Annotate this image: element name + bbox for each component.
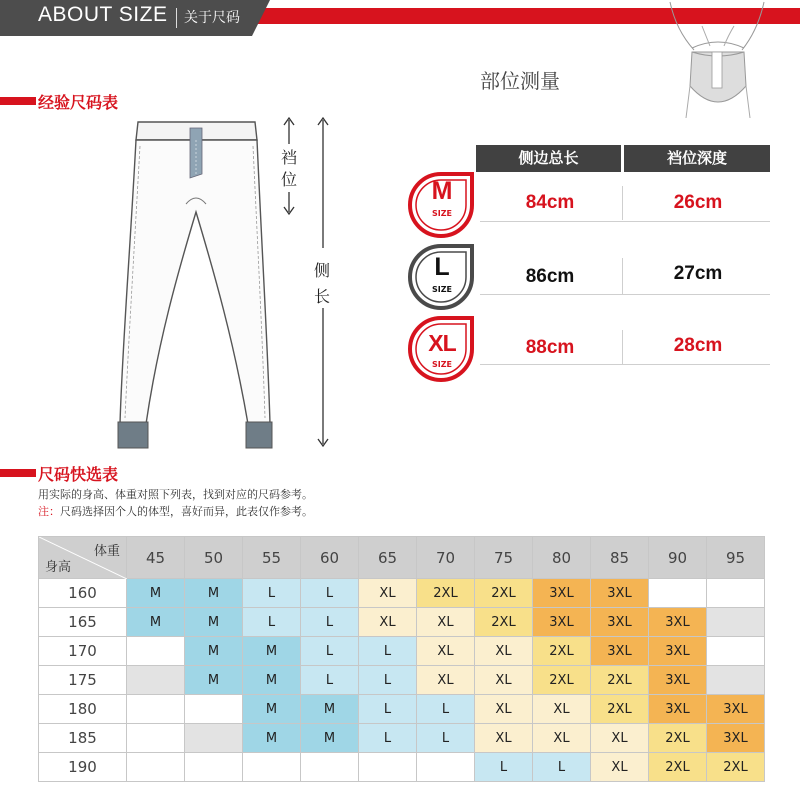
size-cell [127,724,185,753]
row-line [480,364,770,365]
table-row [39,579,765,608]
size-cell: XL [475,695,533,724]
table-header-row [39,537,765,579]
size-cell: 3XL [649,608,707,637]
weight-header: 60 [301,537,359,579]
size-cell: 3XL [533,579,591,608]
size-cell [185,695,243,724]
size-cell: XL [475,637,533,666]
size-cell: XL [359,579,417,608]
row-line [480,294,770,295]
size-cell [127,666,185,695]
size-cell [707,637,765,666]
size-cell: 3XL [707,695,765,724]
m-crotch-depth: 26cm [673,192,723,213]
size-cell: L [359,724,417,753]
title-divider [176,8,177,28]
corner-weight-label: 体重 [93,544,120,559]
size-cell: 2XL [475,608,533,637]
size-cell: XL [417,608,475,637]
size-badge-m-letter: M [431,177,453,205]
table-row [39,608,765,637]
size-cell [707,579,765,608]
height-header: 160 [39,579,127,608]
size-cell [301,753,359,782]
weight-header: 75 [475,537,533,579]
size-cell: M [185,666,243,695]
size-cell [707,666,765,695]
table-row [39,695,765,724]
table-row [39,666,765,695]
size-cell: XL [533,695,591,724]
size-cell: M [185,579,243,608]
size-cell: XL [533,724,591,753]
size-cell: L [301,637,359,666]
page-title: ABOUT SIZE [38,3,168,26]
height-header: 170 [39,637,127,666]
height-header: 190 [39,753,127,782]
size-cell [127,753,185,782]
height-header: 185 [39,724,127,753]
size-badge-l-letter: L [434,253,450,281]
size-cell: M [127,608,185,637]
size-quick-table [38,536,765,782]
size-cell [127,637,185,666]
row-divider [622,186,623,220]
measure-header-side: 侧边总长 [476,145,621,172]
size-cell [185,753,243,782]
size-cell: L [359,637,417,666]
size-cell: XL [591,724,649,753]
size-cell: 2XL [533,637,591,666]
size-cell: XL [475,666,533,695]
size-cell: 3XL [591,579,649,608]
size-cell: XL [475,724,533,753]
l-side-length: 86cm [525,266,575,287]
note-line-1: 用实际的身高、体重对照下列表，找到对应的尺码参考。 [38,488,313,501]
size-cell: M [243,695,301,724]
weight-header: 95 [707,537,765,579]
size-cell: L [475,753,533,782]
weight-header: 90 [649,537,707,579]
size-cell: M [301,724,359,753]
size-cell: 3XL [707,724,765,753]
size-cell: XL [359,608,417,637]
size-cell: M [243,724,301,753]
size-cell: XL [417,666,475,695]
size-cell: XL [591,753,649,782]
size-cell: 3XL [591,637,649,666]
weight-header: 80 [533,537,591,579]
size-cell [359,753,417,782]
xl-side-length: 88cm [525,337,575,358]
size-cell: L [359,666,417,695]
size-cell: 3XL [533,608,591,637]
size-cell: L [243,608,301,637]
size-cell [243,753,301,782]
section-marker-quick [0,469,36,477]
size-cell: 2XL [649,753,707,782]
corner-height-label: 身高 [45,560,72,575]
size-cell: 3XL [649,695,707,724]
section-title-experience: 经验尺码表 [38,93,119,112]
size-cell: M [185,608,243,637]
size-cell: 2XL [417,579,475,608]
size-cell [127,695,185,724]
page-subtitle: 关于尺码 [184,10,240,26]
weight-header: 85 [591,537,649,579]
size-badge-l-sub: SIZE [431,285,452,294]
weight-header: 45 [127,537,185,579]
size-cell: 3XL [591,608,649,637]
weight-header: 55 [243,537,301,579]
weight-header: 70 [417,537,475,579]
size-badge-xl-letter: XL [428,330,456,356]
size-cell: L [301,608,359,637]
size-cell: 2XL [591,666,649,695]
size-cell: L [417,724,475,753]
size-cell: L [359,695,417,724]
height-header: 165 [39,608,127,637]
note-line-2: 注：尺码选择因个人的体型，喜好而异，此表仅作参考。 [38,505,313,518]
row-divider [622,258,623,294]
table-row [39,724,765,753]
size-cell [417,753,475,782]
table-row [39,753,765,782]
size-cell: L [301,579,359,608]
size-cell: M [185,637,243,666]
size-badge-m-sub: SIZE [431,209,452,218]
size-cell: M [301,695,359,724]
size-cell: L [301,666,359,695]
size-cell [185,724,243,753]
note-label: 注： [38,505,60,518]
size-cell: 2XL [649,724,707,753]
size-cell: L [243,579,301,608]
position-measure-title: 部位测量 [480,69,560,93]
table-corner [39,537,127,579]
size-badge-xl-sub: SIZE [431,360,452,369]
weight-header: 50 [185,537,243,579]
section-title-quick: 尺码快选表 [38,465,119,484]
size-cell: 3XL [649,637,707,666]
table-row [39,637,765,666]
height-header: 175 [39,666,127,695]
size-cell [707,608,765,637]
size-cell: XL [417,637,475,666]
size-cell: M [127,579,185,608]
body-figure-sketch [662,0,772,118]
size-cell: 2XL [475,579,533,608]
xl-crotch-depth: 28cm [673,335,723,356]
size-cell: M [243,637,301,666]
measure-header-crotch: 裆位深度 [624,145,770,172]
row-divider [622,330,623,364]
row-line [480,221,770,222]
size-cell: L [533,753,591,782]
height-header: 180 [39,695,127,724]
size-cell: L [417,695,475,724]
l-crotch-depth: 27cm [673,263,723,284]
size-cell: 2XL [533,666,591,695]
size-cell: 2XL [707,753,765,782]
crotch-label: 裆 位 [281,148,298,189]
size-cell [649,579,707,608]
m-side-length: 84cm [525,192,575,213]
size-cell: 2XL [591,695,649,724]
size-cell: 3XL [649,666,707,695]
size-cell: M [243,666,301,695]
section-marker-experience [0,97,36,105]
side-length-label: 侧 长 [314,261,331,306]
weight-header: 65 [359,537,417,579]
